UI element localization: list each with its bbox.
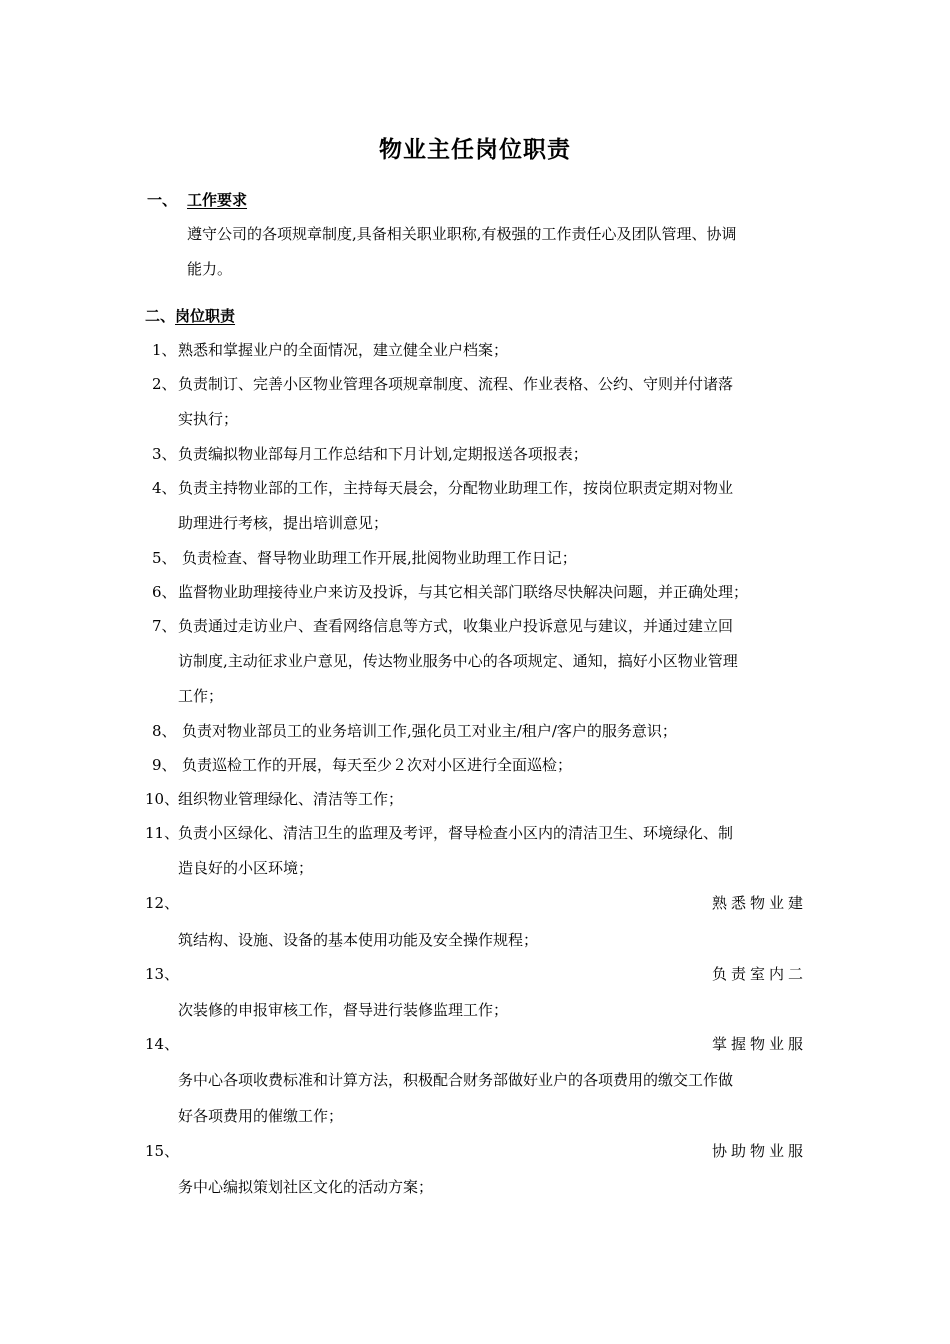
section-1-title: 工作要求 [187,191,248,209]
item-text: 实执行； [178,410,239,428]
item-number: 13、 [145,965,180,983]
item-text: 次装修的申报审核工作，督导进行装修监理工作； [178,1001,509,1019]
item-text: 负责主持物业部的工作，主持每天晨会，分配物业助理工作，按岗位职责定期对物业 [178,479,734,497]
item-number: 14、 [145,1035,180,1053]
item-number: 15、 [145,1142,180,1160]
item-text: 助理进行考核，提出培训意见； [178,514,389,532]
item-number: 7、 [152,617,177,635]
item-text: 熟悉和掌握业户的全面情况，建立健全业户档案； [178,341,509,359]
item-number: 2、 [152,375,177,393]
item-number: 12、 [145,894,180,912]
item-text: 负责通过走访业户、查看网络信息等方式，收集业户投诉意见与建议，并通过建立回 [178,617,734,635]
item-text: 负责巡检工作的开展，每天至少２次对小区进行全面巡检； [182,756,573,774]
item-text: 务中心编拟策划社区文化的活动方案； [178,1178,434,1196]
item-number: 11、 [145,824,180,842]
section-1-heading [147,190,247,210]
item-text: 负责对物业部员工的业务培训工作,强化员工对业主/租户/客户的服务意识； [182,722,677,740]
section-1-text-line-2: 能力。 [187,260,233,278]
section-2-marker: 二、 [145,307,176,325]
item-number: 5、 [152,549,177,567]
item-text-right: 协助物业服 [711,1142,807,1160]
item-text: 务中心各项收费标准和计算方法，积极配合财务部做好业户的各项费用的缴交工作做 [178,1071,734,1089]
item-text: 负责检查、督导物业助理工作开展,批阅物业助理工作日记； [182,549,577,567]
item-number: 8、 [152,722,177,740]
section-1-marker: 一、 [147,191,178,209]
item-text-right: 掌握物业服 [711,1035,807,1053]
item-text-right: 负责室内二 [711,965,807,983]
item-text: 访制度,主动征求业户意见，传达物业服务中心的各项规定、通知，搞好小区物业管理 [178,652,738,670]
item-text: 工作； [178,687,224,705]
item-text: 负责编拟物业部每月工作总结和下月计划,定期报送各项报表； [178,445,588,463]
section-2-title: 岗位职责 [175,307,236,325]
item-number: 1、 [152,341,177,359]
item-text: 造良好的小区环境； [178,859,314,877]
item-number: 6、 [152,583,177,601]
item-text: 负责制订、完善小区物业管理各项规章制度、流程、作业表格、公约、守则并付诸落 [178,375,734,393]
item-number: 3、 [152,445,177,463]
section-1-text-line-1: 遵守公司的各项规章制度,具备相关职业职称,有极强的工作责任心及团队管理、协调 [187,225,737,243]
item-number: 9、 [152,756,177,774]
section-2-heading [145,306,235,326]
item-text-right: 熟悉物业建 [711,894,807,912]
item-text: 监督物业助理接待业户来访及投诉，与其它相关部门联络尽快解决问题，并正确处理； [178,583,749,601]
item-number: 4、 [152,479,177,497]
item-text: 好各项费用的催缴工作； [178,1107,344,1125]
item-number: 10、 [145,790,180,808]
item-text: 组织物业管理绿化、清洁等工作； [178,790,404,808]
item-text: 负责小区绿化、清洁卫生的监理及考评，督导检查小区内的清洁卫生、环境绿化、制 [178,824,734,842]
item-text: 筑结构、设施、设备的基本使用功能及安全操作规程； [178,931,539,949]
document-title: 物业主任岗位职责 [379,137,571,163]
